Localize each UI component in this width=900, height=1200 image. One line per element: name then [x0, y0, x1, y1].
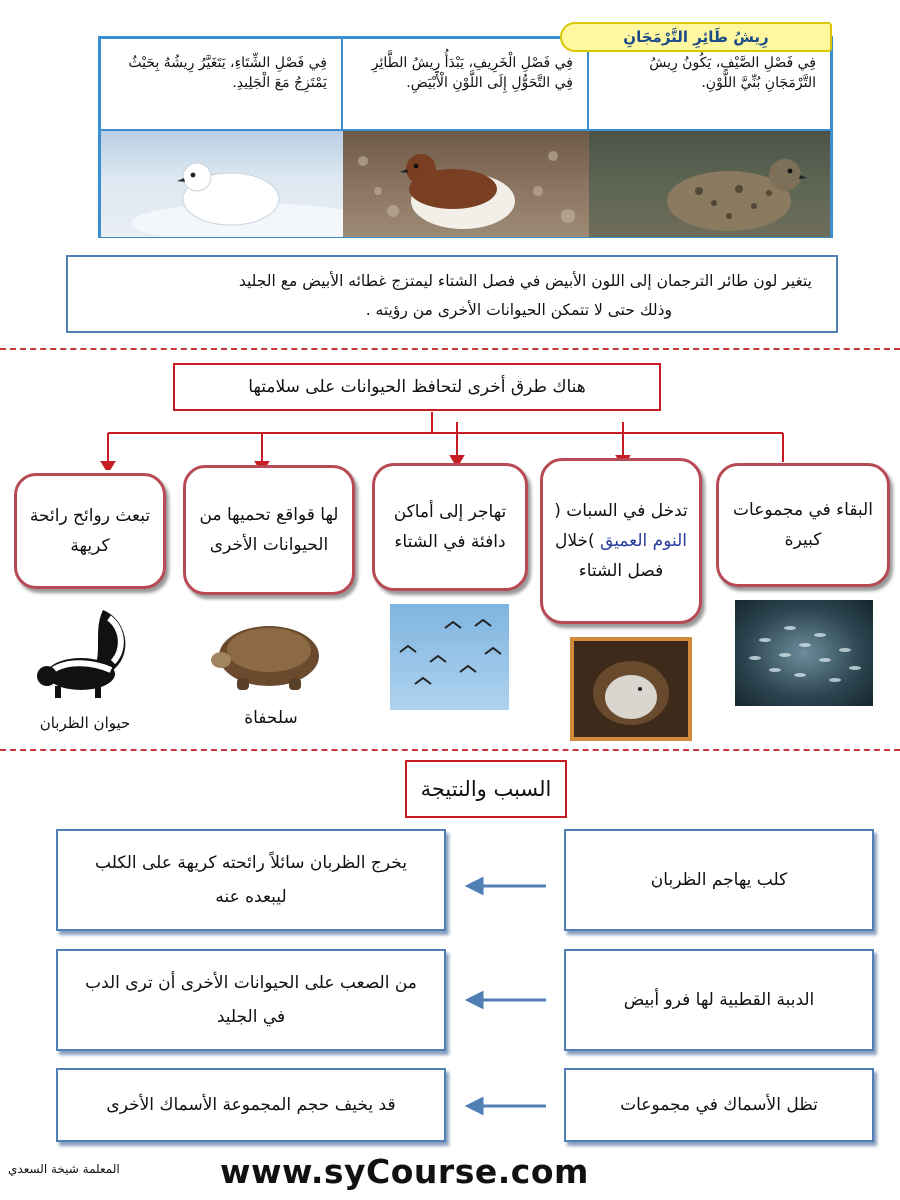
summer-text: فِي فَصْلِ الصَّيْفِ، يَكُونُ رِيشُ التَّرْمَجَانِ بُنِّيَّ اللَّوْنِ.: [649, 55, 816, 91]
migrating-geese-photo: [390, 604, 509, 710]
winter-text: فِي فَصْلِ الشِّتَاءِ، يَتَغَيَّرُ رِيشُهُ بِحَيْثُ يَمْتَزِجُ مَعَ الْجَلِيدِ.: [101, 39, 343, 129]
highlight-deep-sleep: النوم العميق: [600, 531, 688, 551]
effect-box: يخرج الظربان سائلاً رائحته كريهة على الكلب ليبعده عنه: [56, 829, 446, 931]
way-hibernate-box: [540, 458, 702, 624]
skunk-caption: حيوان الظربان: [39, 714, 131, 732]
summer-ptarmigan-photo: [589, 129, 830, 237]
way-migrate-box: تهاجر إلى أماكن دافئة في الشتاء: [372, 463, 528, 591]
autumn-text: فِي فَصْلِ الْخَرِيفِ، يَبْدَأُ رِيشُ الطَّائِرِ فِي التَّحَوُّلِ إِلَى اللَّوْنِ الْأَبْيَضِ.: [343, 39, 589, 129]
winter-ptarmigan-photo: [101, 129, 345, 237]
autumn-ptarmigan-photo: [343, 129, 591, 237]
dormouse-photo: [570, 637, 692, 741]
explanation-line-2: وذلك حتى لا تتمكن الحيوانات الأخرى من رؤيته .: [365, 301, 672, 319]
turtle-image: [207, 608, 332, 698]
way-hibernate-text: تدخل في السبات ( النوم العميق )خلال فصل الشتاء: [554, 501, 688, 581]
cause-box: كلب يهاجم الظربان: [564, 829, 874, 931]
cause-effect-title: السبب والنتيجة: [405, 760, 567, 818]
fish-school-photo: [735, 600, 873, 706]
section-divider: [0, 749, 900, 751]
ptarmigan-panel: [98, 36, 833, 238]
site-url[interactable]: www.syCourse.com: [220, 1152, 589, 1191]
arrow-left-icon: [468, 879, 482, 893]
cause-box: تظل الأسماك في مجموعات: [564, 1068, 874, 1142]
ptarmigan-explanation: [66, 255, 838, 333]
teacher-name: المعلمة شيخة السعدي: [8, 1162, 120, 1176]
ptarmigan-title: رِيشُ طَائِرِ التَّرْمَجَانِ: [560, 22, 832, 52]
section-divider: [0, 348, 900, 350]
arrow-left-icon: [468, 1099, 482, 1113]
way-smell-box: تبعث روائح رائحة كريهة: [14, 473, 166, 589]
cause-effect-arrows: [462, 870, 552, 1120]
effect-box: قد يخيف حجم المجموعة الأسماك الأخرى: [56, 1068, 446, 1142]
effect-box: من الصعب على الحيوانات الأخرى أن ترى الدب في الجليد: [56, 949, 446, 1051]
connector-lines: [0, 410, 900, 470]
cause-box: الدببة القطبية لها فرو أبيض: [564, 949, 874, 1051]
arrow-head-icon: [102, 462, 114, 470]
explanation-line-1: يتغير لون طائر الترجمان إلى اللون الأبيض في فصل الشتاء ليمتزج غطائه الأبيض مع الجليد: [238, 272, 812, 290]
turtle-caption: سلحفاة: [244, 708, 298, 728]
way-groups-box: البقاء في مجموعات كبيرة: [716, 463, 890, 587]
way-shell-box: لها قواقع تحميها من الحيوانات الأخرى: [183, 465, 355, 595]
ways-heading: هناك طرق أخرى لتحافظ الحيوانات على سلامتها: [173, 363, 661, 411]
arrow-left-icon: [468, 993, 482, 1007]
skunk-image: [33, 600, 143, 704]
